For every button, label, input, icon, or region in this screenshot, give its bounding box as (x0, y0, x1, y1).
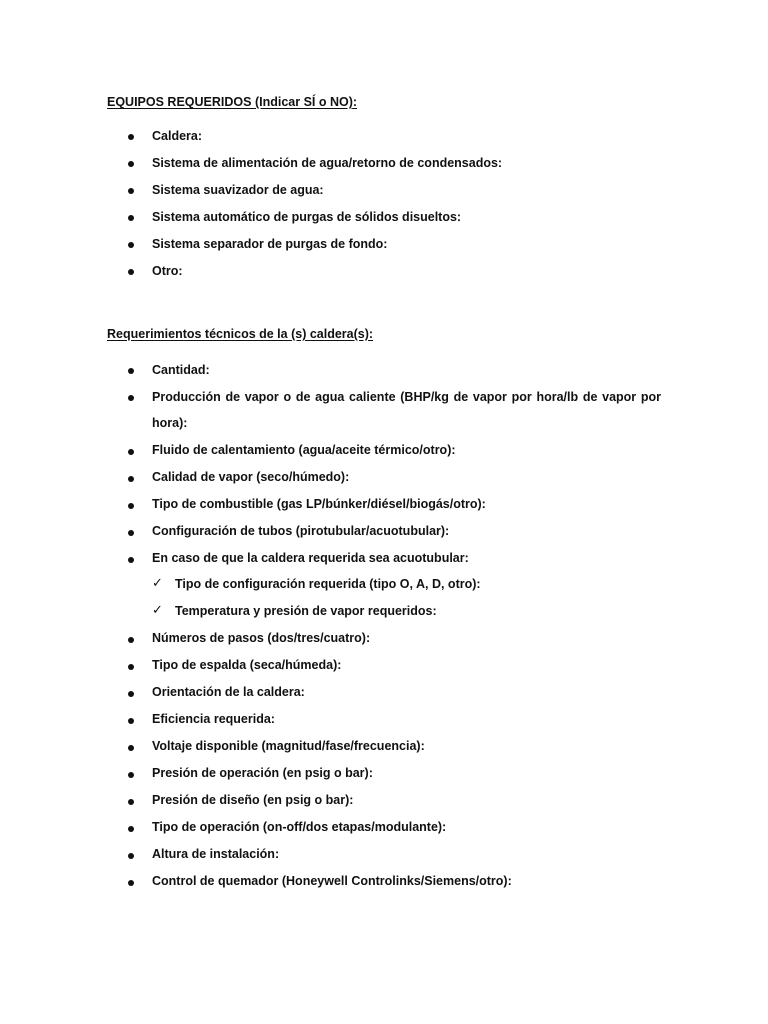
list-item: Producción de vapor o de agua caliente (BHP/kg de vapor por hora/lb de vapor por (152, 390, 661, 404)
section-heading-equipos (107, 95, 357, 109)
bullet-dot-icon (128, 449, 134, 455)
bullet-dot-icon (128, 188, 134, 194)
list-item: Tipo de combustible (gas LP/búnker/diésel/biogás/otro): (152, 497, 486, 511)
bullet-dot-icon (128, 503, 134, 509)
list-item: Altura de instalación: (152, 847, 280, 861)
list-item: Tipo de espalda (seca/húmeda): (152, 658, 342, 672)
bullet-dot-icon (128, 269, 134, 275)
list-item: Presión de diseño (en psig o bar): (152, 793, 354, 807)
bullet-dot-icon (128, 242, 134, 248)
sub-list-item: Temperatura y presión de vapor requeridos: (175, 604, 437, 618)
list-item: Sistema automático de purgas de sólidos disueltos: (152, 210, 462, 224)
bullet-dot-icon (128, 718, 134, 724)
checkmark-icon: ✓ (152, 575, 163, 590)
list-item: Sistema de alimentación de agua/retorno de condensados: (152, 156, 503, 170)
bullet-dot-icon (128, 853, 134, 859)
bullet-dot-icon (128, 530, 134, 536)
section-heading-equipos-colon: : (352, 95, 358, 109)
bullet-dot-icon (128, 134, 134, 140)
bullet-dot-icon (128, 368, 134, 374)
list-item: Fluido de calentamiento (agua/aceite térmico/otro): (152, 443, 456, 457)
list-item: Otro: (152, 264, 183, 278)
bullet-dot-icon (128, 637, 134, 643)
list-item: Números de pasos (dos/tres/cuatro): (152, 631, 371, 645)
bullet-dot-icon (128, 826, 134, 832)
list-item: Tipo de operación (on-off/dos etapas/modulante): (152, 820, 447, 834)
list-item: Voltaje disponible (magnitud/fase/frecuencia): (152, 739, 425, 753)
list-item: Sistema suavizador de agua: (152, 183, 324, 197)
list-item: Calidad de vapor (seco/húmedo): (152, 470, 350, 484)
list-item: En caso de que la caldera requerida sea acuotubular: (152, 551, 469, 565)
bullet-dot-icon (128, 476, 134, 482)
bullet-dot-icon (128, 664, 134, 670)
bullet-dot-icon (128, 691, 134, 697)
list-item: Sistema separador de purgas de fondo: (152, 237, 388, 251)
list-item: Control de quemador (Honeywell Controlinks/Siemens/otro): (152, 874, 512, 888)
sub-list-item: Tipo de configuración requerida (tipo O, A, D, otro): (175, 577, 481, 591)
bullet-dot-icon (128, 215, 134, 221)
bullet-dot-icon (128, 745, 134, 751)
list-item: Eficiencia requerida: (152, 712, 275, 726)
list-item: Configuración de tubos (pirotubular/acuotubular): (152, 524, 450, 538)
bullet-dot-icon (128, 395, 134, 401)
bullet-dot-icon (128, 161, 134, 167)
bullet-dot-icon (128, 880, 134, 886)
section-heading-equipos-text: EQUIPOS REQUERIDOS (Indicar SÍ o NO) (107, 95, 353, 109)
list-item: Orientación de la caldera: (152, 685, 305, 699)
section-heading-requerimientos: Requerimientos técnicos de la (s) caldera(s): (107, 327, 374, 341)
list-item: Caldera: (152, 129, 203, 143)
bullet-dot-icon (128, 772, 134, 778)
bullet-dot-icon (128, 799, 134, 805)
list-item: Presión de operación (en psig o bar): (152, 766, 373, 780)
list-item: Cantidad: (152, 363, 210, 377)
list-item-continuation: hora): (152, 416, 188, 430)
checkmark-icon: ✓ (152, 602, 163, 617)
bullet-dot-icon (128, 557, 134, 563)
